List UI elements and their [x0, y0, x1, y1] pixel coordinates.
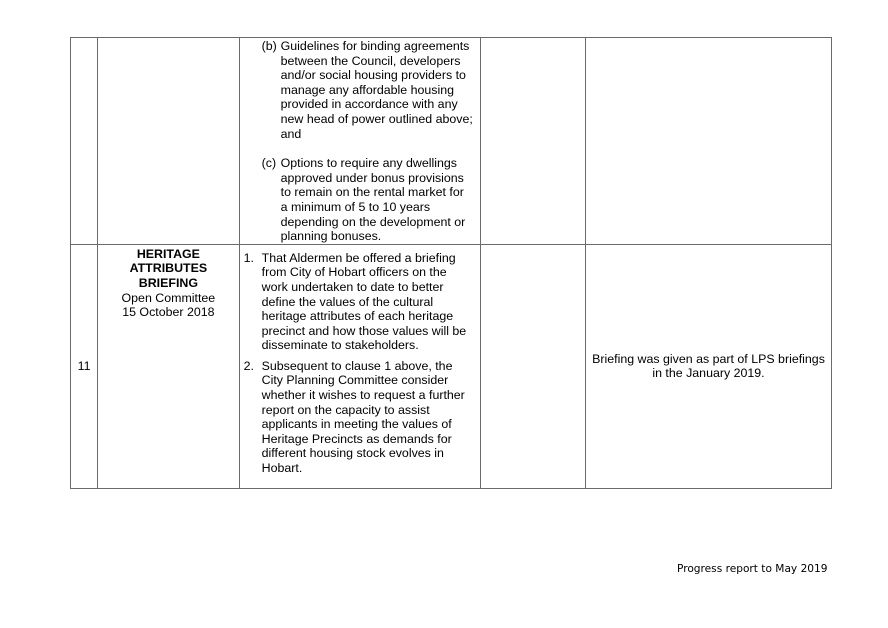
item-number-cell: 11: [71, 244, 98, 488]
list-item: [262, 39, 474, 141]
table-row: [71, 244, 832, 488]
table-row: [71, 38, 832, 245]
list-item: [244, 251, 474, 353]
page-footer: Progress report to May 2019: [677, 563, 828, 575]
clause-number: 1.: [243, 250, 254, 265]
item-title: ATTRIBUTES: [129, 261, 208, 276]
blank-cell: [480, 244, 585, 488]
item-title: BRIEFING: [138, 275, 198, 290]
resolutions-table: [70, 37, 832, 489]
progress-cell: Briefing was given as part of LPS briefings in the January 2019.: [585, 244, 831, 488]
subitem-text: Options to require any dwellings approved under bonus provisions to remain on the rental market for a minimum of 5 to 10 years depending on the development or planning bonuses.: [280, 156, 466, 244]
committee-name: Open Committee: [121, 290, 216, 305]
list-item: [262, 156, 474, 244]
clause-number: 2.: [243, 358, 254, 373]
clause-text: Subsequent to clause 1 above, the City Planning Committee consider whether it wishes to request a further report on the capacity to assist applicants in meeting the values of Heritage Precincts as demands for different housing stock evolves in Hobart.: [261, 358, 465, 476]
resolution-cell: [239, 38, 480, 245]
item-number-cell: [71, 38, 98, 245]
clause-text: That Aldermen be offered a briefing from City of Hobart officers on the work undertaken to date to better define the values of the cultural heritage attributes of each heritage precinct and how those values will be disseminate to stakeholders.: [261, 250, 467, 353]
item-title: HERITAGE: [136, 246, 200, 261]
title-cell: [98, 38, 240, 245]
title-cell: [98, 244, 240, 488]
subitem-label: (c): [261, 156, 277, 171]
subitem-label: (b): [261, 39, 277, 53]
list-item: [244, 359, 474, 476]
subitem-text: Guidelines for binding agreements between the Council, developers and/or social housing providers to manage any affordable housing provided in accordance with any new head of power outlined above; and: [280, 39, 473, 141]
resolution-cell: [239, 244, 480, 488]
meeting-date: 15 October 2018: [122, 305, 215, 320]
blank-cell: [480, 38, 585, 245]
progress-cell: [585, 38, 831, 245]
